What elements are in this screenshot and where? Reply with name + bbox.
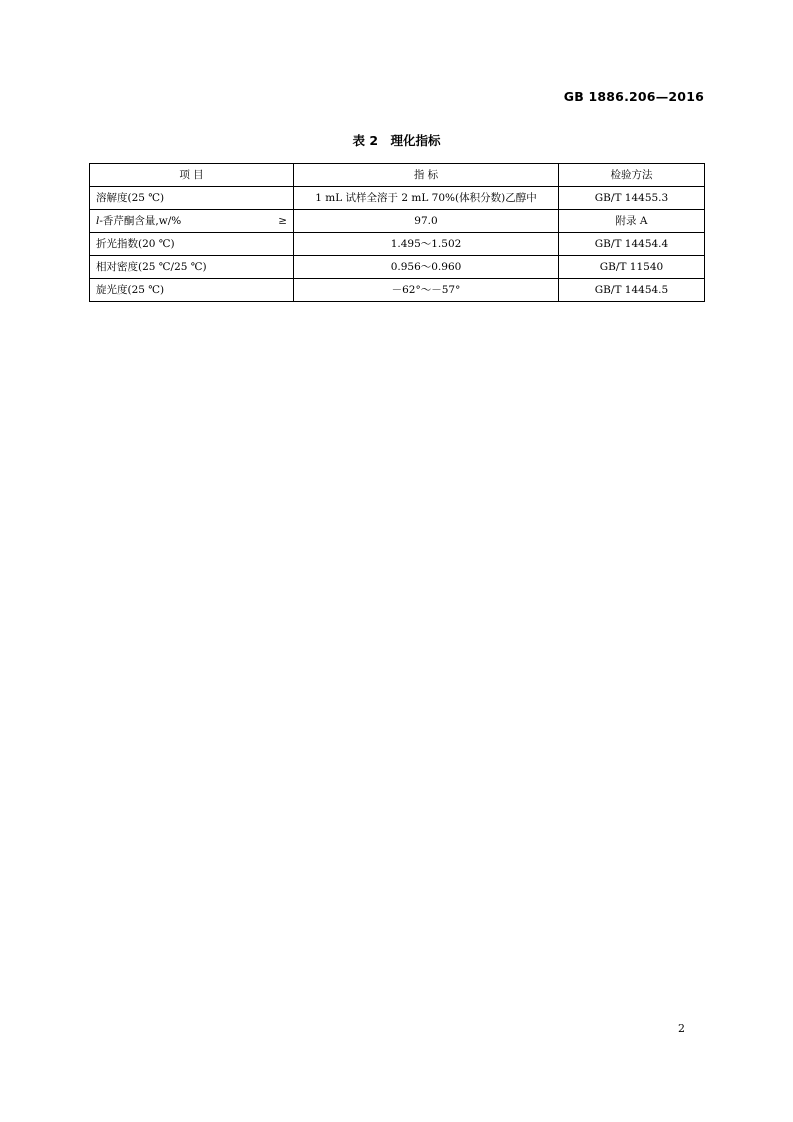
- item-prefix: l: [96, 215, 100, 227]
- spec-cell: －62°～－57°: [294, 279, 559, 302]
- item-symbol: ≥: [278, 215, 287, 227]
- table-row: [90, 233, 705, 256]
- page-number: 2: [678, 1022, 685, 1035]
- method-cell: GB/T 14454.5: [559, 279, 705, 302]
- spec-cell: 0.956～0.960: [294, 256, 559, 279]
- method-cell: GB/T 14454.4: [559, 233, 705, 256]
- item-cell: 折光指数(20 ℃): [90, 233, 294, 256]
- spec-cell: 97.0: [294, 210, 559, 233]
- table-title-label: 表 2: [352, 133, 379, 148]
- physicochemical-table: [89, 163, 705, 302]
- standard-number: GB 1886.206—2016: [563, 89, 704, 104]
- table-row: [90, 279, 705, 302]
- method-cell: 附录 A: [559, 210, 705, 233]
- table-row: [90, 187, 705, 210]
- item-cell: 旋光度(25 ℃): [90, 279, 294, 302]
- item-text: -香芹酮含量,w/%: [99, 215, 182, 227]
- spec-cell: 1 mL 试样全溶于 2 mL 70%(体积分数)乙醇中: [294, 187, 559, 210]
- column-header-item: 项 目: [90, 164, 294, 187]
- table-row: [90, 256, 705, 279]
- item-cell: 溶解度(25 ℃): [90, 187, 294, 210]
- spec-cell: 1.495～1.502: [294, 233, 559, 256]
- column-header-method: 检验方法: [559, 164, 705, 187]
- table-row: [90, 210, 705, 233]
- table-title-text: 理化指标: [390, 133, 441, 148]
- table-title: [0, 131, 793, 149]
- method-cell: GB/T 11540: [559, 256, 705, 279]
- item-cell: 相对密度(25 ℃/25 ℃): [90, 256, 294, 279]
- method-cell: GB/T 14455.3: [559, 187, 705, 210]
- item-cell: [90, 210, 294, 233]
- table-header-row: [90, 164, 705, 187]
- column-header-spec: 指 标: [294, 164, 559, 187]
